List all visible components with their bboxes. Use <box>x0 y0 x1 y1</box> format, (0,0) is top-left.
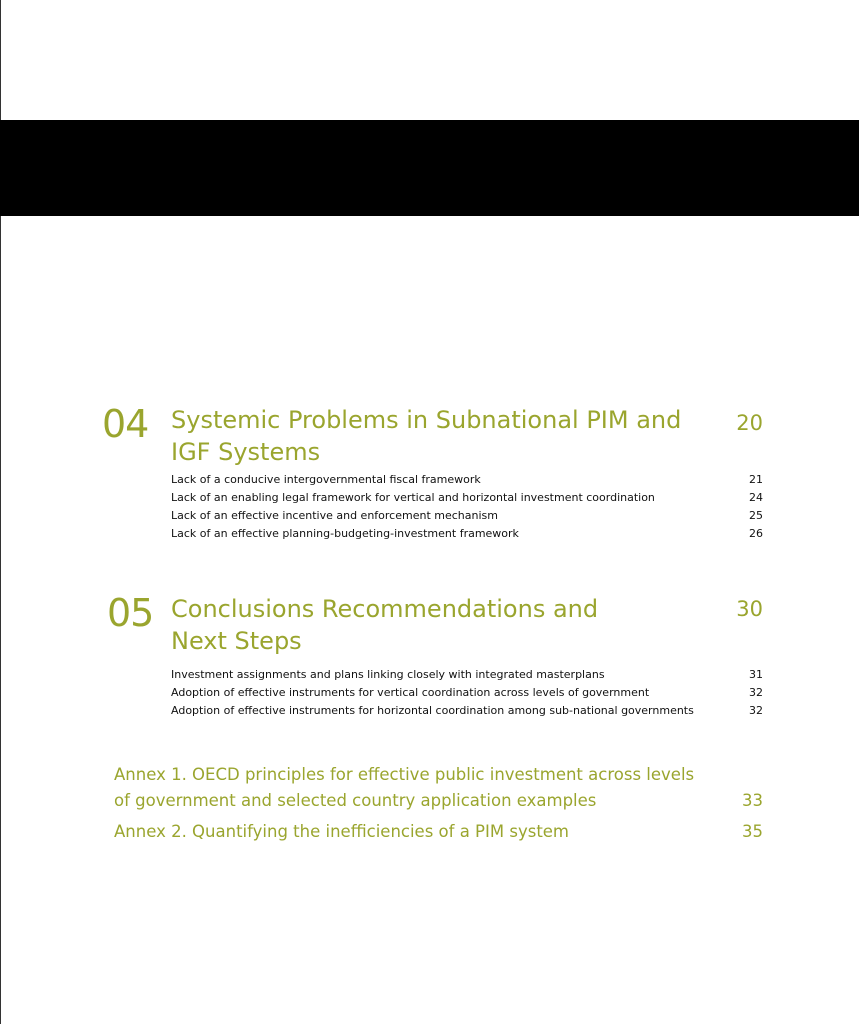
toc-entry-page: 21 <box>749 473 763 486</box>
toc-entry[interactable] <box>171 686 763 704</box>
toc-entry-page: 32 <box>749 704 763 717</box>
toc-entry[interactable] <box>171 527 763 545</box>
section-title[interactable]: Systemic Problems in Subnational PIM and IGF Systems <box>171 406 682 466</box>
toc-entry[interactable] <box>171 704 763 722</box>
toc-entry-page: 25 <box>749 509 763 522</box>
toc-entry[interactable] <box>171 473 763 491</box>
section-page-number: 20 <box>736 411 763 435</box>
toc-entry-label: Lack of an enabling legal framework for vertical and horizontal investment coordination <box>171 491 655 504</box>
section-number: 04 <box>102 402 149 446</box>
section-title[interactable]: Conclusions Recommendations and Next Steps <box>171 595 599 655</box>
annex-1[interactable] <box>114 762 763 814</box>
toc-entry-label: Lack of an effective incentive and enforcement mechanism <box>171 509 498 522</box>
annex-2[interactable] <box>114 819 763 845</box>
toc-entry[interactable] <box>171 509 763 527</box>
annex-title: Annex 1. OECD principles for effective public investment across levels of government and selected country application examples <box>114 765 695 810</box>
section-entries <box>171 668 763 722</box>
header-band <box>0 120 859 216</box>
toc-entry[interactable] <box>171 491 763 509</box>
annex-title: Annex 2. Quantifying the inefficiencies of a PIM system <box>114 822 570 841</box>
toc-entry-label: Adoption of effective instruments for horizontal coordination among sub-national governments <box>171 704 694 717</box>
section-entries <box>171 473 763 545</box>
annex-page-number: 33 <box>742 791 763 810</box>
toc-entry-label: Lack of a conducive intergovernmental fiscal framework <box>171 473 481 486</box>
toc-entry[interactable] <box>171 668 763 686</box>
toc-entry-label: Lack of an effective planning-budgeting-investment framework <box>171 527 519 540</box>
annex-page-number: 35 <box>742 822 763 841</box>
toc-entry-page: 26 <box>749 527 763 540</box>
toc-entry-label: Investment assignments and plans linking closely with integrated masterplans <box>171 668 605 681</box>
toc-entry-label: Adoption of effective instruments for vertical coordination across levels of government <box>171 686 650 699</box>
section-page-number: 30 <box>736 597 763 621</box>
section-number: 05 <box>107 591 154 635</box>
toc-entry-page: 31 <box>749 668 763 681</box>
toc-entry-page: 24 <box>749 491 763 504</box>
toc-entry-page: 32 <box>749 686 763 699</box>
